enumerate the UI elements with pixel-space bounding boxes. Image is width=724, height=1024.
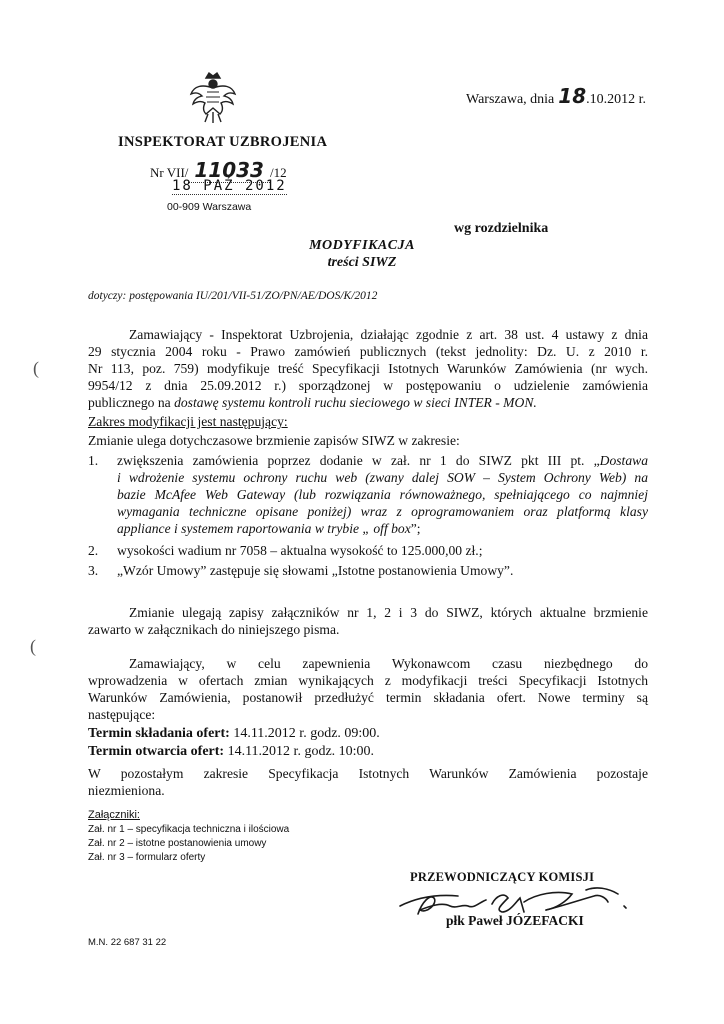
intro-line-4: 9954/12 z dnia 25.09.2012 r.) sporządzonej w postępowaniu o udzielenie zamówienia	[88, 378, 648, 393]
list-number-3: 3.	[88, 563, 99, 578]
document-title: MODYFIKACJA	[309, 238, 415, 253]
reference-handwritten: 11033	[188, 158, 270, 183]
deadline-open-label: Termin otwarcia ofert:	[88, 744, 225, 759]
list-item-1-line-3: bazie McAfee Web Gateway (lub rozwiązania równoważnego, spełniającego co najmniej	[117, 487, 648, 502]
extension-line-4: następujące:	[88, 707, 156, 722]
list-item-1-tail: ”;	[410, 521, 421, 536]
postal-address: 00-909 Warszawa	[167, 201, 252, 213]
intro-last-plain: publicznego na	[88, 395, 175, 410]
extension-line-3: Warunków Zamówienia, postanowił przedłużyć termin składania ofert. Nowe terminy są	[88, 690, 648, 705]
scope-heading: Zakres modyfikacji jest następujący:	[88, 414, 288, 429]
remainder-line-1: W pozostałym zakresie Specyfikacja Istotnych Warunków Zamówienia pozostaje	[88, 766, 648, 781]
scope-intro: Zmianie ulega dotychczasowe brzmienie zapisów SIWZ w zakresie:	[88, 433, 460, 448]
list-item-1-line-4: wymagania techniczne opisane poniżej) wraz z oprogramowaniem oraz platformą klasy	[117, 504, 648, 519]
attachment-item-1: Zał. nr 1 – specyfikacja techniczna i ilościowa	[88, 824, 290, 835]
date-stamp: 18 PAŹ 2012	[172, 178, 287, 194]
list-item-3: „Wzór Umowy” zastępuje się słowami „Istotne postanowienia Umowy”.	[117, 563, 514, 578]
deadline-open-value: 14.11.2012 r. godz. 10:00.	[227, 744, 375, 759]
document-subtitle: treści SIWZ	[327, 255, 397, 270]
margin-bracket-mark: (	[30, 636, 36, 656]
distribution-note: wg rozdzielnika	[454, 221, 549, 236]
intro-line-1: Zamawiający - Inspektorat Uzbrojenia, działając zgodnie z art. 38 ust. 4 ustawy z dnia	[129, 327, 648, 342]
list-item-2: wysokości wadium nr 7058 – aktualna wysokość to 125.000,00 zł.;	[117, 543, 483, 558]
attachment-item-3: Zał. nr 3 – formularz oferty	[88, 852, 206, 863]
handwritten-day: 18	[558, 84, 587, 108]
signature-role: PRZEWODNICZĄCY KOMISJI	[410, 870, 595, 884]
institution-name: INSPEKTORAT UZBROJENIA	[118, 134, 328, 150]
reference-suffix: /12	[269, 165, 287, 180]
list-item-1-line-1	[117, 452, 648, 469]
place-date-prefix: Warszawa, dnia	[466, 92, 555, 107]
annex-line-2: zawarto w załącznikach do niniejszego pisma.	[88, 622, 340, 637]
list-item-1-lead: zwiększenia zamówienia poprzez dodanie w zał. nr 1 do SIWZ pkt III pt. „	[117, 453, 600, 468]
intro-line-5	[88, 394, 648, 411]
deadline-submit-value: 14.11.2012 r. godz. 09:00.	[233, 726, 380, 741]
deadline-submit-label: Termin składania ofert:	[88, 726, 230, 741]
footer-code: M.N. 22 687 31 22	[88, 937, 167, 948]
margin-bracket-mark: (	[33, 358, 39, 378]
signatory-name: płk Paweł JÓZEFACKI	[446, 913, 584, 928]
attachment-item-2: Zał. nr 2 – istotne postanowienia umowy	[88, 838, 267, 849]
list-item-1-line-5	[117, 520, 648, 537]
deadline-submit	[88, 725, 380, 742]
intro-line-3: Nr 113, poz. 759) modyfikuje treść Specyfikacji Istotnych Warunków Zamówienia (nr wych.	[88, 361, 648, 376]
intro-last-italic: dostawę systemu kontroli ruchu sieciowego w sieci INTER - MON.	[174, 395, 537, 410]
place-date-suffix: .10.2012 r.	[586, 92, 647, 107]
extension-line-2: wprowadzenia w ofertach zmian wynikających z modyfikacji treści Specyfikacji Istotnych	[88, 673, 648, 688]
list-number-1: 1.	[88, 453, 99, 468]
polish-eagle-emblem	[188, 70, 238, 126]
intro-line-2: 29 stycznia 2004 roku - Prawo zamówień publicznych (tekst jednolity: Dz. U. z 2010 r.	[88, 344, 648, 359]
list-item-1-italic-1: Dostawa	[599, 453, 648, 468]
remainder-line-2: niezmieniona.	[88, 783, 165, 798]
list-item-1-italic-5: appliance i systemem raportowania w trybie „ off box	[117, 521, 411, 536]
place-date	[466, 84, 647, 108]
list-item-1-line-2: i wdrożenie systemu ochrony ruchu web (zwany dalej SOW – System Ochrony Web) na	[117, 470, 648, 485]
extension-line-1: Zamawiający, w celu zapewnienia Wykonawcom czasu niezbędnego do	[129, 656, 648, 671]
regarding-line: dotyczy: postępowania IU/201/VII-51/ZO/PN/AE/DOS/K/2012	[88, 290, 378, 302]
attachments-heading: Załączniki:	[88, 809, 140, 821]
deadline-open	[88, 743, 374, 760]
annex-line-1: Zmianie ulegają zapisy załączników nr 1, 2 i 3 do SIWZ, których aktualne brzmienie	[129, 605, 648, 620]
reference-prefix: Nr VII/	[150, 165, 189, 180]
list-number-2: 2.	[88, 543, 99, 558]
